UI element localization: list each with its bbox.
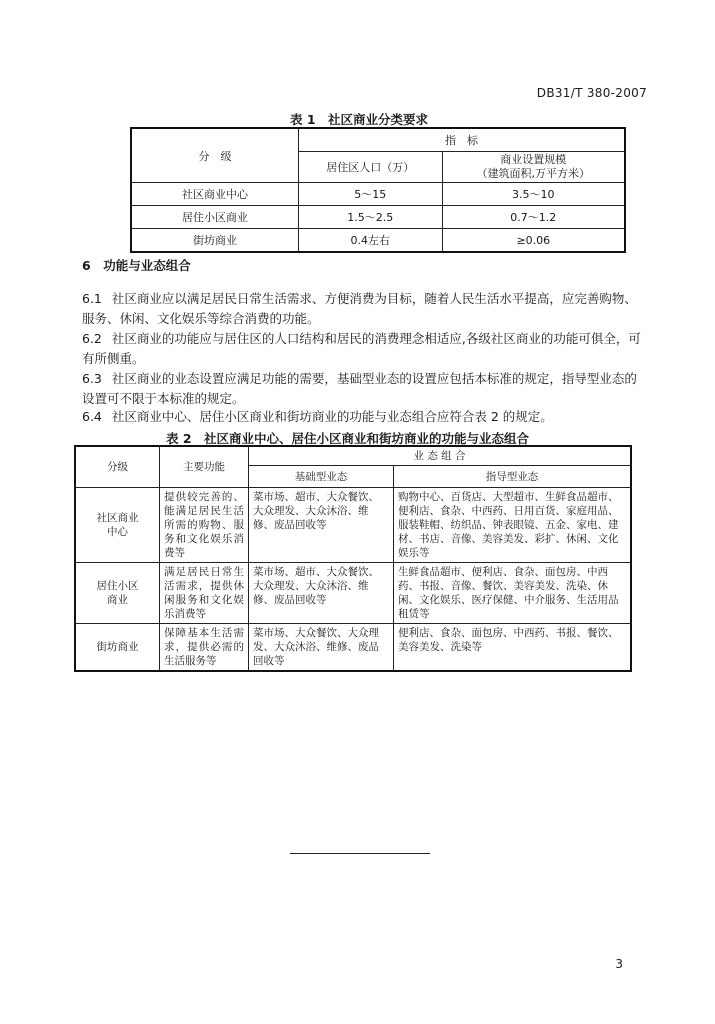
table2-header-function: 主要功能: [160, 446, 249, 488]
paragraph-number: 6.3: [82, 371, 102, 386]
end-divider: [290, 853, 430, 854]
table1-cell-population: 1.5～2.5: [299, 206, 443, 229]
table-row: [131, 229, 625, 253]
table-row: [75, 488, 631, 563]
paragraph-text: 社区商业应以满足居民日常生活需求、方便消费为目标，随着人民生活水平提高，应完善购物、服务、休闲、文化娱乐等综合消费的功能。: [82, 291, 637, 326]
table1-header-indicator: 指 标: [299, 128, 626, 152]
paragraph-number: 6.4: [82, 409, 102, 424]
table2-header-business: 业 态 组 合: [249, 446, 632, 466]
table-row: [75, 624, 631, 672]
paragraph-text: 社区商业中心、居住小区商业和街坊商业的功能与业态组合应符合表 2 的规定。: [111, 409, 553, 424]
paragraph-number: 6.1: [82, 291, 102, 306]
table1-header-population: 居住区人口（万）: [299, 152, 443, 183]
table-row: [75, 563, 631, 624]
paragraph-number: 6.2: [82, 331, 102, 346]
page-number: 3: [615, 957, 623, 971]
table1-cell-grade: 居住小区商业: [131, 206, 299, 229]
paragraph: [82, 289, 642, 329]
paragraph: [82, 407, 642, 427]
classification-table: [130, 127, 626, 253]
paragraph: [82, 329, 642, 369]
table2-cell-grade: 社区商业 中心: [75, 488, 160, 563]
table2-cell-guide: 购物中心、百货店、大型超市、生鲜食品超市、便利店、食杂、中西药、日用百货、家庭用品、服装鞋帽、纺织品、钟表眼镜、五金、家电、建材、书店、音像、美容美发、彩扩、休闲、文化娱乐等: [394, 488, 632, 563]
table2-header-basic: 基础型业态: [249, 466, 394, 488]
table2-header-grade: 分级: [75, 446, 160, 488]
table1-cell-population: 5～15: [299, 183, 443, 206]
table1-caption: 表 1 社区商业分类要求: [290, 112, 429, 127]
table1-header-grade: 分 级: [131, 128, 299, 183]
table2-cell-grade: 街坊商业: [75, 624, 160, 672]
table2-cell-function: 提供较完善的、能满足居民生活所需的购物、服务和文化娱乐消费等: [160, 488, 249, 563]
table1-header-area: 商业设置规模 （建筑面积,万平方米）: [442, 152, 625, 183]
section-heading: 6 功能与业态组合: [82, 258, 191, 273]
table2-cell-function: 满足居民日常生活需求，提供休闲服务和文化娱乐消费等: [160, 563, 249, 624]
table1-cell-area: 0.7～1.2: [442, 206, 625, 229]
table-row: [131, 206, 625, 229]
table2-caption: 表 2 社区商业中心、居住小区商业和街坊商业的功能与业态组合: [166, 431, 530, 446]
table2-cell-grade: 居住小区 商业: [75, 563, 160, 624]
table1-cell-population: 0.4左右: [299, 229, 443, 253]
table1-cell-grade: 社区商业中心: [131, 183, 299, 206]
table1-cell-area: ≥0.06: [442, 229, 625, 253]
table2-cell-guide: 生鲜食品超市、便利店、食杂、面包房、中西药、书报、音像、餐饮、美容美发、洗染、休闲、文化娱乐、医疗保健、中介服务、生活用品租赁等: [394, 563, 632, 624]
paragraph-text: 社区商业的业态设置应满足功能的需要，基础型业态的设置应包括本标准的规定，指导型业态的设置可不限于本标准的规定。: [82, 371, 637, 406]
table2-cell-function: 保障基本生活需求，提供必需的生活服务等: [160, 624, 249, 672]
table2-cell-basic: 菜市场、超市、大众餐饮、大众理发、大众沐浴、维修、废品回收等: [249, 488, 394, 563]
table2-cell-guide: 便利店、食杂、面包房、中西药、书报、餐饮、美容美发、洗染等: [394, 624, 632, 672]
table2-cell-basic: 菜市场、超市、大众餐饮、大众理发、大众沐浴、维修、废品回收等: [249, 563, 394, 624]
standard-code: DB31/T 380-2007: [536, 86, 647, 100]
paragraph-text: 社区商业的功能应与居住区的人口结构和居民的消费理念相适应,各级社区商业的功能可俱全，可有所侧重。: [82, 331, 641, 366]
table2-header-guide: 指导型业态: [394, 466, 632, 488]
table1-cell-grade: 街坊商业: [131, 229, 299, 253]
table1-cell-area: 3.5～10: [442, 183, 625, 206]
paragraph: [82, 369, 642, 409]
function-business-table: [74, 445, 632, 672]
table-row: [131, 183, 625, 206]
table2-cell-basic: 菜市场、大众餐饮、大众理发、大众沐浴、维修、废品回收等: [249, 624, 394, 672]
